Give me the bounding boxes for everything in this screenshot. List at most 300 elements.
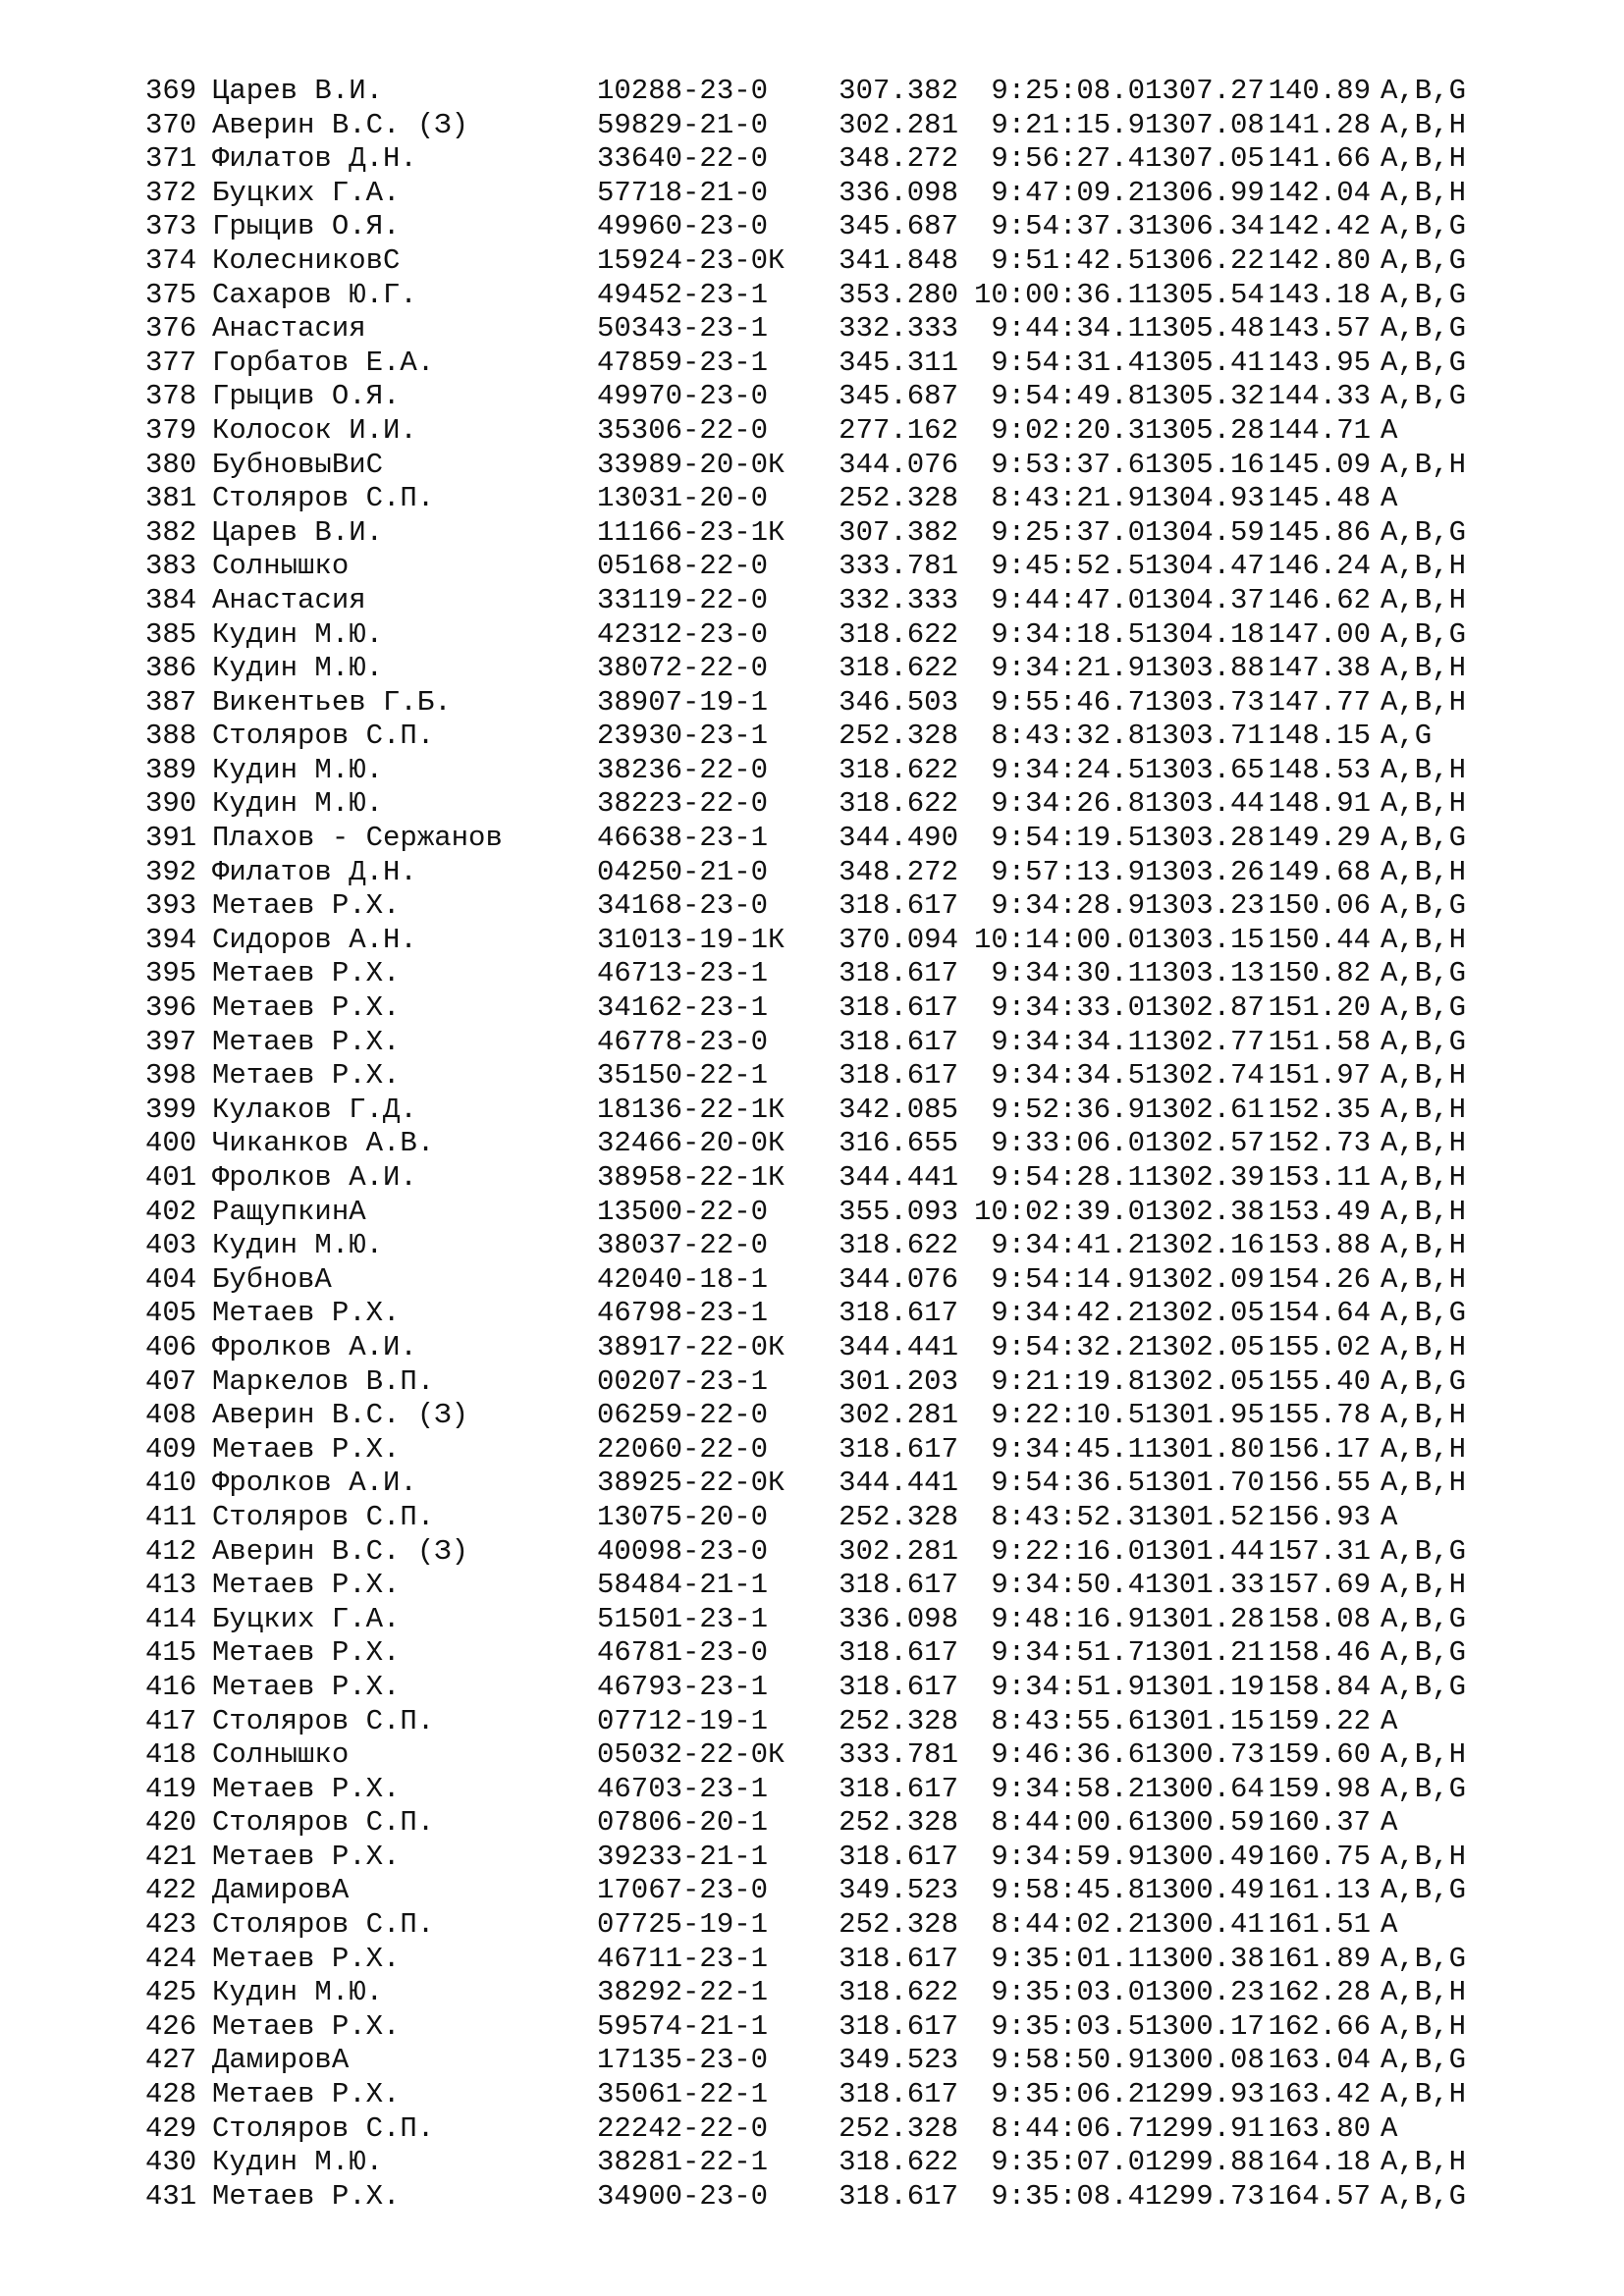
points-value: 159.98 xyxy=(1268,1772,1371,1805)
fancier-name: Метаев Р.Х. xyxy=(212,957,401,990)
table-row xyxy=(145,244,1530,279)
ring-number: 59574-21-1 xyxy=(597,2009,769,2043)
categories-value: A,B,H xyxy=(1380,176,1467,209)
ring-number: 46778-23-0 xyxy=(597,1025,769,1058)
arrival-time: 9:34:28.9 xyxy=(991,889,1145,923)
fancier-name: Филатов Д.Н. xyxy=(212,855,417,888)
distance-value: 301.203 xyxy=(839,1364,958,1398)
speed-value: 1303.65 xyxy=(1145,753,1265,786)
points-value: 147.77 xyxy=(1268,685,1371,719)
place-number: 418 xyxy=(145,1738,197,1772)
points-value: 154.64 xyxy=(1268,1297,1371,1330)
fancier-name: Кудин М.Ю. xyxy=(212,787,384,821)
place-number: 380 xyxy=(145,448,197,481)
speed-value: 1304.18 xyxy=(1145,617,1265,651)
arrival-time: 9:35:08.4 xyxy=(991,2179,1145,2213)
points-value: 156.55 xyxy=(1268,1467,1371,1500)
categories-value: A,B,G xyxy=(1380,1670,1467,1703)
distance-value: 302.281 xyxy=(839,1534,958,1568)
categories-value: A,B,H xyxy=(1380,1738,1467,1772)
points-value: 152.35 xyxy=(1268,1093,1371,1126)
points-value: 164.57 xyxy=(1268,2179,1371,2213)
ring-number: 46798-23-1 xyxy=(597,1297,769,1330)
distance-value: 344.441 xyxy=(839,1161,958,1194)
ring-number: 38917-22-0К xyxy=(597,1330,785,1363)
arrival-time: 9:25:08.0 xyxy=(991,75,1145,107)
distance-value: 344.076 xyxy=(839,1262,958,1296)
table-row xyxy=(145,210,1530,244)
place-number: 428 xyxy=(145,2078,197,2111)
fancier-name: Столяров С.П. xyxy=(212,2111,435,2145)
table-row xyxy=(145,1943,1530,1977)
table-row xyxy=(145,380,1530,414)
fancier-name: БубновыВиС xyxy=(212,448,384,481)
speed-value: 1301.28 xyxy=(1145,1602,1265,1635)
ring-number: 00207-23-1 xyxy=(597,1364,769,1398)
categories-value: A,B,G xyxy=(1380,2044,1467,2077)
points-value: 159.60 xyxy=(1268,1738,1371,1772)
table-row xyxy=(145,1467,1530,1501)
place-number: 384 xyxy=(145,583,197,616)
fancier-name: Царев В.И. xyxy=(212,515,384,549)
speed-value: 1301.15 xyxy=(1145,1704,1265,1737)
categories-value: A,B,H xyxy=(1380,1059,1467,1093)
categories-value: A xyxy=(1380,482,1398,515)
arrival-time: 9:33:06.0 xyxy=(991,1127,1145,1160)
points-value: 153.49 xyxy=(1268,1195,1371,1228)
fancier-name: Кудин М.Ю. xyxy=(212,652,384,685)
arrival-time: 9:21:19.8 xyxy=(991,1364,1145,1398)
table-row xyxy=(145,1841,1530,1875)
place-number: 427 xyxy=(145,2044,197,2077)
categories-value: A,B,H xyxy=(1380,108,1467,141)
fancier-name: Столяров С.П. xyxy=(212,482,435,515)
arrival-time: 9:44:47.0 xyxy=(991,583,1145,616)
ring-number: 04250-21-0 xyxy=(597,855,769,888)
categories-value: A,B,H xyxy=(1380,1330,1467,1363)
table-row xyxy=(145,1603,1530,1637)
place-number: 398 xyxy=(145,1059,197,1093)
table-row xyxy=(145,618,1530,653)
arrival-time: 9:47:09.2 xyxy=(991,176,1145,209)
ring-number: 05168-22-0 xyxy=(597,550,769,583)
arrival-time: 9:34:34.1 xyxy=(991,1025,1145,1058)
ring-number: 38292-22-1 xyxy=(597,1976,769,2009)
arrival-time: 9:45:52.5 xyxy=(991,550,1145,583)
distance-value: 318.617 xyxy=(839,889,958,923)
arrival-time: 8:43:32.8 xyxy=(991,720,1145,753)
speed-value: 1301.19 xyxy=(1145,1670,1265,1703)
distance-value: 252.328 xyxy=(839,1908,958,1942)
place-number: 390 xyxy=(145,787,197,821)
speed-value: 1302.05 xyxy=(1145,1330,1265,1363)
place-number: 404 xyxy=(145,1262,197,1296)
table-row xyxy=(145,177,1530,211)
table-row xyxy=(145,1636,1530,1671)
ring-number: 34162-23-1 xyxy=(597,991,769,1025)
categories-value: A,B,G xyxy=(1380,1364,1467,1398)
ring-number: 46793-23-1 xyxy=(597,1670,769,1703)
categories-value: A,B,H xyxy=(1380,2146,1467,2179)
points-value: 140.89 xyxy=(1268,75,1371,107)
fancier-name: Метаев Р.Х. xyxy=(212,2179,401,2213)
fancier-name: Плахов - Сержанов xyxy=(212,822,503,855)
fancier-name: Метаев Р.Х. xyxy=(212,1840,401,1873)
distance-value: 252.328 xyxy=(839,1704,958,1737)
arrival-time: 8:44:00.6 xyxy=(991,1806,1145,1840)
distance-value: 344.441 xyxy=(839,1330,958,1363)
speed-value: 1303.73 xyxy=(1145,685,1265,719)
distance-value: 342.085 xyxy=(839,1093,958,1126)
table-row xyxy=(145,1535,1530,1570)
table-row xyxy=(145,1026,1530,1060)
fancier-name: Кудин М.Ю. xyxy=(212,2146,384,2179)
categories-value: A xyxy=(1380,1704,1398,1737)
table-row xyxy=(145,1501,1530,1535)
place-number: 391 xyxy=(145,822,197,855)
fancier-name: Кулаков Г.Д. xyxy=(212,1093,417,1126)
arrival-time: 10:14:00.0 xyxy=(973,923,1145,956)
categories-value: A,B,H xyxy=(1380,1127,1467,1160)
arrival-time: 9:22:10.5 xyxy=(991,1399,1145,1432)
speed-value: 1306.22 xyxy=(1145,243,1265,277)
place-number: 415 xyxy=(145,1636,197,1670)
distance-value: 252.328 xyxy=(839,1500,958,1533)
categories-value: A,B,G xyxy=(1380,889,1467,923)
categories-value: A,B,G xyxy=(1380,75,1467,107)
ring-number: 07725-19-1 xyxy=(597,1908,769,1942)
points-value: 162.28 xyxy=(1268,1976,1371,2009)
speed-value: 1304.47 xyxy=(1145,550,1265,583)
distance-value: 318.617 xyxy=(839,1636,958,1670)
table-row xyxy=(145,1229,1530,1263)
fancier-name: Колосок И.И. xyxy=(212,413,417,447)
arrival-time: 10:02:39.0 xyxy=(973,1195,1145,1228)
distance-value: 307.382 xyxy=(839,75,958,107)
categories-value: A,B,G xyxy=(1380,346,1467,379)
points-value: 162.66 xyxy=(1268,2009,1371,2043)
table-row xyxy=(145,1433,1530,1468)
points-value: 155.78 xyxy=(1268,1399,1371,1432)
categories-value: A,B,H xyxy=(1380,753,1467,786)
speed-value: 1303.23 xyxy=(1145,889,1265,923)
arrival-time: 9:46:36.6 xyxy=(991,1738,1145,1772)
ring-number: 31013-19-1К xyxy=(597,923,785,956)
points-value: 147.00 xyxy=(1268,617,1371,651)
points-value: 157.69 xyxy=(1268,1569,1371,1602)
place-number: 424 xyxy=(145,1942,197,1975)
points-value: 149.29 xyxy=(1268,822,1371,855)
ring-number: 38037-22-0 xyxy=(597,1229,769,1262)
points-value: 155.40 xyxy=(1268,1364,1371,1398)
arrival-time: 9:34:41.2 xyxy=(991,1229,1145,1262)
speed-value: 1301.52 xyxy=(1145,1500,1265,1533)
ring-number: 06259-22-0 xyxy=(597,1399,769,1432)
table-row xyxy=(145,1331,1530,1365)
arrival-time: 10:00:36.1 xyxy=(973,278,1145,311)
distance-value: 318.622 xyxy=(839,753,958,786)
distance-value: 345.687 xyxy=(839,210,958,243)
ring-number: 51501-23-1 xyxy=(597,1602,769,1635)
points-value: 153.11 xyxy=(1268,1161,1371,1194)
speed-value: 1305.28 xyxy=(1145,413,1265,447)
categories-value: A,B,G xyxy=(1380,515,1467,549)
distance-value: 333.781 xyxy=(839,1738,958,1772)
fancier-name: Маркелов В.П. xyxy=(212,1364,435,1398)
arrival-time: 9:58:45.8 xyxy=(991,1874,1145,1907)
fancier-name: Метаев Р.Х. xyxy=(212,1670,401,1703)
ring-number: 18136-22-1К xyxy=(597,1093,785,1126)
categories-value: A,B,G xyxy=(1380,312,1467,346)
distance-value: 252.328 xyxy=(839,2111,958,2145)
place-number: 402 xyxy=(145,1195,197,1228)
points-value: 148.15 xyxy=(1268,720,1371,753)
ring-number: 57718-21-0 xyxy=(597,176,769,209)
arrival-time: 9:54:28.1 xyxy=(991,1161,1145,1194)
arrival-time: 9:22:16.0 xyxy=(991,1534,1145,1568)
arrival-time: 9:34:33.0 xyxy=(991,991,1145,1025)
arrival-time: 9:34:58.2 xyxy=(991,1772,1145,1805)
fancier-name: Кудин М.Ю. xyxy=(212,617,384,651)
points-value: 142.04 xyxy=(1268,176,1371,209)
categories-value: A,B,H xyxy=(1380,1976,1467,2009)
ring-number: 40098-23-0 xyxy=(597,1534,769,1568)
table-row xyxy=(145,482,1530,516)
distance-value: 318.617 xyxy=(839,2009,958,2043)
points-value: 149.68 xyxy=(1268,855,1371,888)
table-row xyxy=(145,787,1530,822)
place-number: 393 xyxy=(145,889,197,923)
place-number: 386 xyxy=(145,652,197,685)
distance-value: 318.617 xyxy=(839,1297,958,1330)
place-number: 399 xyxy=(145,1093,197,1126)
points-value: 150.82 xyxy=(1268,957,1371,990)
speed-value: 1303.26 xyxy=(1145,855,1265,888)
categories-value: A,B,G xyxy=(1380,822,1467,855)
place-number: 376 xyxy=(145,312,197,346)
points-value: 145.09 xyxy=(1268,448,1371,481)
points-value: 155.02 xyxy=(1268,1330,1371,1363)
fancier-name: Сидоров А.Н. xyxy=(212,923,417,956)
categories-value: A,B,G xyxy=(1380,617,1467,651)
table-row xyxy=(145,720,1530,754)
distance-value: 333.781 xyxy=(839,550,958,583)
categories-value: A,B,G xyxy=(1380,1297,1467,1330)
place-number: 396 xyxy=(145,991,197,1025)
table-row xyxy=(145,414,1530,449)
distance-value: 302.281 xyxy=(839,1399,958,1432)
table-row xyxy=(145,2146,1530,2180)
categories-value: A,B,H xyxy=(1380,142,1467,176)
arrival-time: 8:43:21.9 xyxy=(991,482,1145,515)
speed-value: 1305.41 xyxy=(1145,346,1265,379)
table-row xyxy=(145,584,1530,618)
speed-value: 1302.87 xyxy=(1145,991,1265,1025)
place-number: 407 xyxy=(145,1364,197,1398)
points-value: 151.58 xyxy=(1268,1025,1371,1058)
categories-value: A xyxy=(1380,2111,1398,2145)
points-value: 145.86 xyxy=(1268,515,1371,549)
place-number: 370 xyxy=(145,108,197,141)
speed-value: 1299.93 xyxy=(1145,2078,1265,2111)
place-number: 420 xyxy=(145,1806,197,1840)
distance-value: 336.098 xyxy=(839,1602,958,1635)
fancier-name: Метаев Р.Х. xyxy=(212,1297,401,1330)
categories-value: A,B,H xyxy=(1380,923,1467,956)
speed-value: 1303.13 xyxy=(1145,957,1265,990)
fancier-name: ДамировА xyxy=(212,1874,350,1907)
fancier-name: Кудин М.Ю. xyxy=(212,1229,384,1262)
place-number: 371 xyxy=(145,142,197,176)
place-number: 387 xyxy=(145,685,197,719)
distance-value: 346.503 xyxy=(839,685,958,719)
fancier-name: Столяров С.П. xyxy=(212,1704,435,1737)
place-number: 374 xyxy=(145,243,197,277)
fancier-name: Метаев Р.Х. xyxy=(212,1569,401,1602)
distance-value: 318.617 xyxy=(839,991,958,1025)
points-value: 148.53 xyxy=(1268,753,1371,786)
arrival-time: 9:34:26.8 xyxy=(991,787,1145,821)
table-row xyxy=(145,449,1530,483)
fancier-name: Горбатов Е.А. xyxy=(212,346,435,379)
distance-value: 316.655 xyxy=(839,1127,958,1160)
distance-value: 318.617 xyxy=(839,1569,958,1602)
place-number: 395 xyxy=(145,957,197,990)
categories-value: A,B,G xyxy=(1380,2179,1467,2213)
arrival-time: 9:54:36.5 xyxy=(991,1467,1145,1500)
table-row xyxy=(145,1908,1530,1943)
points-value: 143.95 xyxy=(1268,346,1371,379)
ring-number: 22242-22-0 xyxy=(597,2111,769,2145)
table-row xyxy=(145,1738,1530,1773)
speed-value: 1300.38 xyxy=(1145,1942,1265,1975)
categories-value: A,B,H xyxy=(1380,1569,1467,1602)
arrival-time: 9:34:51.9 xyxy=(991,1670,1145,1703)
arrival-time: 9:56:27.4 xyxy=(991,142,1145,176)
points-value: 161.13 xyxy=(1268,1874,1371,1907)
fancier-name: Метаев Р.Х. xyxy=(212,1432,401,1466)
categories-value: A,G xyxy=(1380,720,1433,753)
fancier-name: БубновА xyxy=(212,1262,332,1296)
fancier-name: Метаев Р.Х. xyxy=(212,2078,401,2111)
points-value: 152.73 xyxy=(1268,1127,1371,1160)
table-row xyxy=(145,1365,1530,1400)
ring-number: 34168-23-0 xyxy=(597,889,769,923)
points-value: 145.48 xyxy=(1268,482,1371,515)
distance-value: 318.622 xyxy=(839,652,958,685)
ring-number: 33640-22-0 xyxy=(597,142,769,176)
arrival-time: 9:35:07.0 xyxy=(991,2146,1145,2179)
speed-value: 1305.16 xyxy=(1145,448,1265,481)
fancier-name: Аверин В.С. (З) xyxy=(212,1399,469,1432)
arrival-time: 9:55:46.7 xyxy=(991,685,1145,719)
categories-value: A,B,H xyxy=(1380,2078,1467,2111)
place-number: 401 xyxy=(145,1161,197,1194)
table-row xyxy=(145,516,1530,551)
ring-number: 35061-22-1 xyxy=(597,2078,769,2111)
arrival-time: 9:25:37.0 xyxy=(991,515,1145,549)
table-row xyxy=(145,822,1530,856)
speed-value: 1299.88 xyxy=(1145,2146,1265,2179)
ring-number: 11166-23-1К xyxy=(597,515,785,549)
speed-value: 1299.91 xyxy=(1145,2111,1265,2145)
ring-number: 22060-22-0 xyxy=(597,1432,769,1466)
points-value: 144.33 xyxy=(1268,380,1371,413)
speed-value: 1302.05 xyxy=(1145,1297,1265,1330)
ring-number: 38925-22-0К xyxy=(597,1467,785,1500)
table-row xyxy=(145,550,1530,584)
speed-value: 1303.88 xyxy=(1145,652,1265,685)
categories-value: A xyxy=(1380,1908,1398,1942)
table-row xyxy=(145,1806,1530,1841)
place-number: 413 xyxy=(145,1569,197,1602)
distance-value: 318.617 xyxy=(839,2078,958,2111)
fancier-name: Метаев Р.Х. xyxy=(212,991,401,1025)
place-number: 416 xyxy=(145,1670,197,1703)
fancier-name: Буцких Г.А. xyxy=(212,1602,401,1635)
ring-number: 33989-20-0К xyxy=(597,448,785,481)
distance-value: 318.617 xyxy=(839,1942,958,1975)
arrival-time: 9:34:51.7 xyxy=(991,1636,1145,1670)
place-number: 378 xyxy=(145,380,197,413)
categories-value: A,B,H xyxy=(1380,1229,1467,1262)
arrival-time: 9:54:37.3 xyxy=(991,210,1145,243)
speed-value: 1307.27 xyxy=(1145,75,1265,107)
distance-value: 252.328 xyxy=(839,720,958,753)
ring-number: 46638-23-1 xyxy=(597,822,769,855)
table-row xyxy=(145,2010,1530,2045)
speed-value: 1306.34 xyxy=(1145,210,1265,243)
ring-number: 38236-22-0 xyxy=(597,753,769,786)
points-value: 147.38 xyxy=(1268,652,1371,685)
categories-value: A,B,G xyxy=(1380,1602,1467,1635)
ring-number: 38907-19-1 xyxy=(597,685,769,719)
speed-value: 1302.57 xyxy=(1145,1127,1265,1160)
categories-value: A,B,G xyxy=(1380,1636,1467,1670)
table-row xyxy=(145,924,1530,958)
distance-value: 336.098 xyxy=(839,176,958,209)
table-row xyxy=(145,1874,1530,1908)
points-value: 142.80 xyxy=(1268,243,1371,277)
arrival-time: 9:54:32.2 xyxy=(991,1330,1145,1363)
table-row xyxy=(145,2180,1530,2215)
points-value: 143.18 xyxy=(1268,278,1371,311)
distance-value: 318.617 xyxy=(839,957,958,990)
table-row xyxy=(145,1161,1530,1196)
speed-value: 1302.77 xyxy=(1145,1025,1265,1058)
ring-number: 13031-20-0 xyxy=(597,482,769,515)
points-value: 146.62 xyxy=(1268,583,1371,616)
points-value: 142.42 xyxy=(1268,210,1371,243)
place-number: 419 xyxy=(145,1772,197,1805)
fancier-name: Аверин В.С. (З) xyxy=(212,108,469,141)
table-row xyxy=(145,1976,1530,2010)
points-value: 157.31 xyxy=(1268,1534,1371,1568)
arrival-time: 9:34:30.1 xyxy=(991,957,1145,990)
arrival-time: 9:58:50.9 xyxy=(991,2044,1145,2077)
categories-value: A,B,H xyxy=(1380,855,1467,888)
fancier-name: Анастасия xyxy=(212,583,366,616)
place-number: 385 xyxy=(145,617,197,651)
distance-value: 318.617 xyxy=(839,1025,958,1058)
distance-value: 349.523 xyxy=(839,1874,958,1907)
arrival-time: 9:54:14.9 xyxy=(991,1262,1145,1296)
distance-value: 318.622 xyxy=(839,2146,958,2179)
place-number: 369 xyxy=(145,75,197,107)
place-number: 388 xyxy=(145,720,197,753)
table-row xyxy=(145,1059,1530,1094)
points-value: 148.91 xyxy=(1268,787,1371,821)
